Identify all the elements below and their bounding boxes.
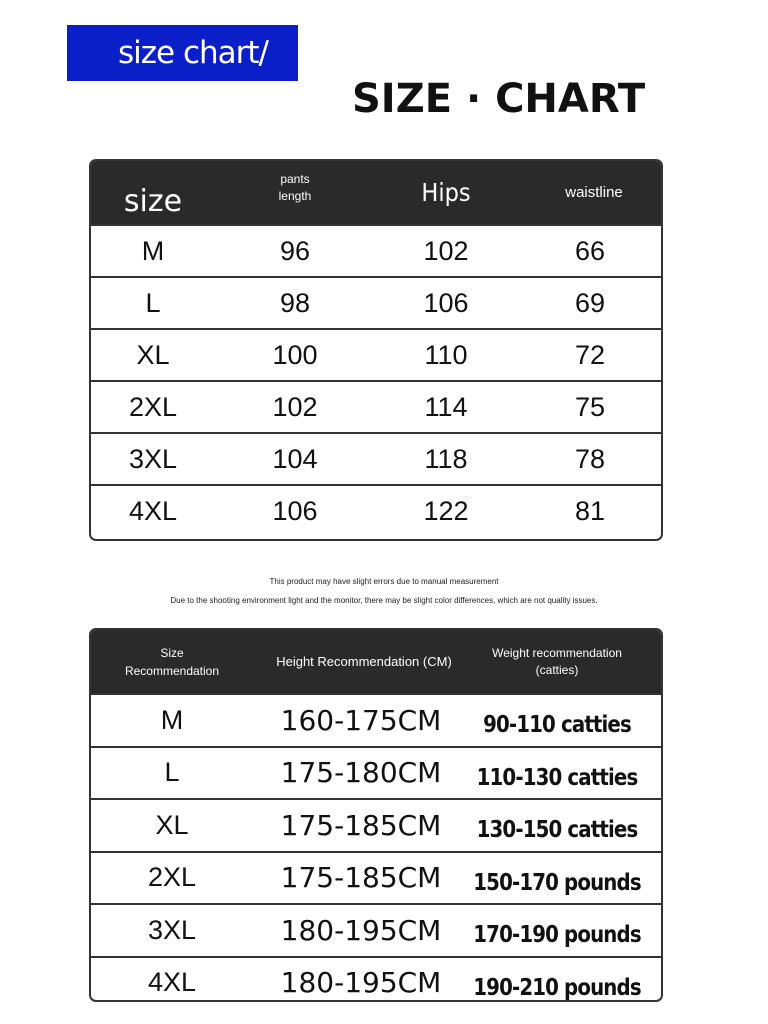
weight-cell: 110-130 catties xyxy=(476,764,638,791)
header-hips: Hips xyxy=(421,178,471,207)
height-cell: 180-195CM xyxy=(280,913,442,947)
table-row xyxy=(91,903,661,956)
height-cell: 175-180CM xyxy=(280,756,442,790)
size-cell: M xyxy=(160,704,184,735)
waistline-cell: 75 xyxy=(574,391,606,422)
hips-cell: 102 xyxy=(423,235,469,266)
header-waistline: waistline xyxy=(565,184,623,201)
size-cell: XL xyxy=(155,809,189,840)
table-row xyxy=(91,798,661,851)
waistline-cell: 81 xyxy=(574,495,606,526)
size-cell: 4XL xyxy=(128,495,178,526)
hips-cell: 122 xyxy=(423,495,469,526)
hips-cell: 114 xyxy=(424,391,468,422)
height-cell: 175-185CM xyxy=(280,861,442,895)
size-cell: M xyxy=(141,235,165,266)
weight-cell: 90-110 catties xyxy=(483,712,631,739)
size-cell: XL xyxy=(136,339,170,370)
waistline-cell: 69 xyxy=(574,287,606,318)
pants-length-cell: 106 xyxy=(272,495,318,526)
hips-cell: 106 xyxy=(423,287,469,318)
height-cell: 175-185CM xyxy=(280,808,442,842)
waistline-cell: 66 xyxy=(574,235,606,266)
weight-cell: 150-170 pounds xyxy=(473,869,641,896)
waistline-cell: 72 xyxy=(574,339,606,370)
measurement-table xyxy=(89,159,663,541)
table-row xyxy=(91,746,661,799)
size-cell: 3XL xyxy=(147,914,197,945)
header-pants-length: pants length xyxy=(278,171,312,203)
size-cell: L xyxy=(164,757,180,788)
page-title: SIZE · CHART xyxy=(352,76,646,122)
size-cell: 2XL xyxy=(147,862,197,893)
pants-length-cell: 96 xyxy=(279,235,311,266)
header-height-recommendation: Height Recommendation (CM) xyxy=(276,654,452,669)
pants-length-cell: 100 xyxy=(272,339,318,370)
size-cell: L xyxy=(145,287,161,318)
size-cell: 3XL xyxy=(128,443,178,474)
table-row xyxy=(91,328,661,380)
table-row xyxy=(91,380,661,432)
table-row xyxy=(91,224,661,276)
header-size-recommendation: Size Recommendation xyxy=(124,645,220,678)
weight-cell: 130-150 catties xyxy=(476,817,638,844)
pants-length-cell: 102 xyxy=(272,391,318,422)
size-cell: 4XL xyxy=(147,967,197,998)
table-row xyxy=(91,276,661,328)
weight-cell: 190-210 pounds xyxy=(473,974,641,1001)
measurement-table-header xyxy=(91,161,661,224)
table-row xyxy=(91,693,661,746)
size-chart-tag: size chart/ xyxy=(67,25,298,81)
recommendation-table xyxy=(89,628,663,1002)
hips-cell: 118 xyxy=(424,443,468,474)
header-size: size xyxy=(123,184,183,219)
table-row xyxy=(91,484,661,536)
pants-length-cell: 104 xyxy=(272,443,318,474)
note-measurement: This product may have slight errors due to manual measurement xyxy=(269,577,499,586)
height-cell: 160-175CM xyxy=(280,703,442,737)
note-color: Due to the shooting environment light and the monitor, there may be slight color differences, which are not quality issues. xyxy=(170,596,598,605)
hips-cell: 110 xyxy=(424,339,468,370)
pants-length-cell: 98 xyxy=(279,287,311,318)
table-row xyxy=(91,432,661,484)
header-weight-recommendation: Weight recommendation (catties) xyxy=(492,645,622,677)
height-cell: 180-195CM xyxy=(280,966,442,1000)
weight-cell: 170-190 pounds xyxy=(473,922,641,949)
size-cell: 2XL xyxy=(128,391,178,422)
waistline-cell: 78 xyxy=(574,443,606,474)
table-row xyxy=(91,956,661,1003)
recommendation-table-header xyxy=(91,630,661,693)
table-row xyxy=(91,851,661,904)
